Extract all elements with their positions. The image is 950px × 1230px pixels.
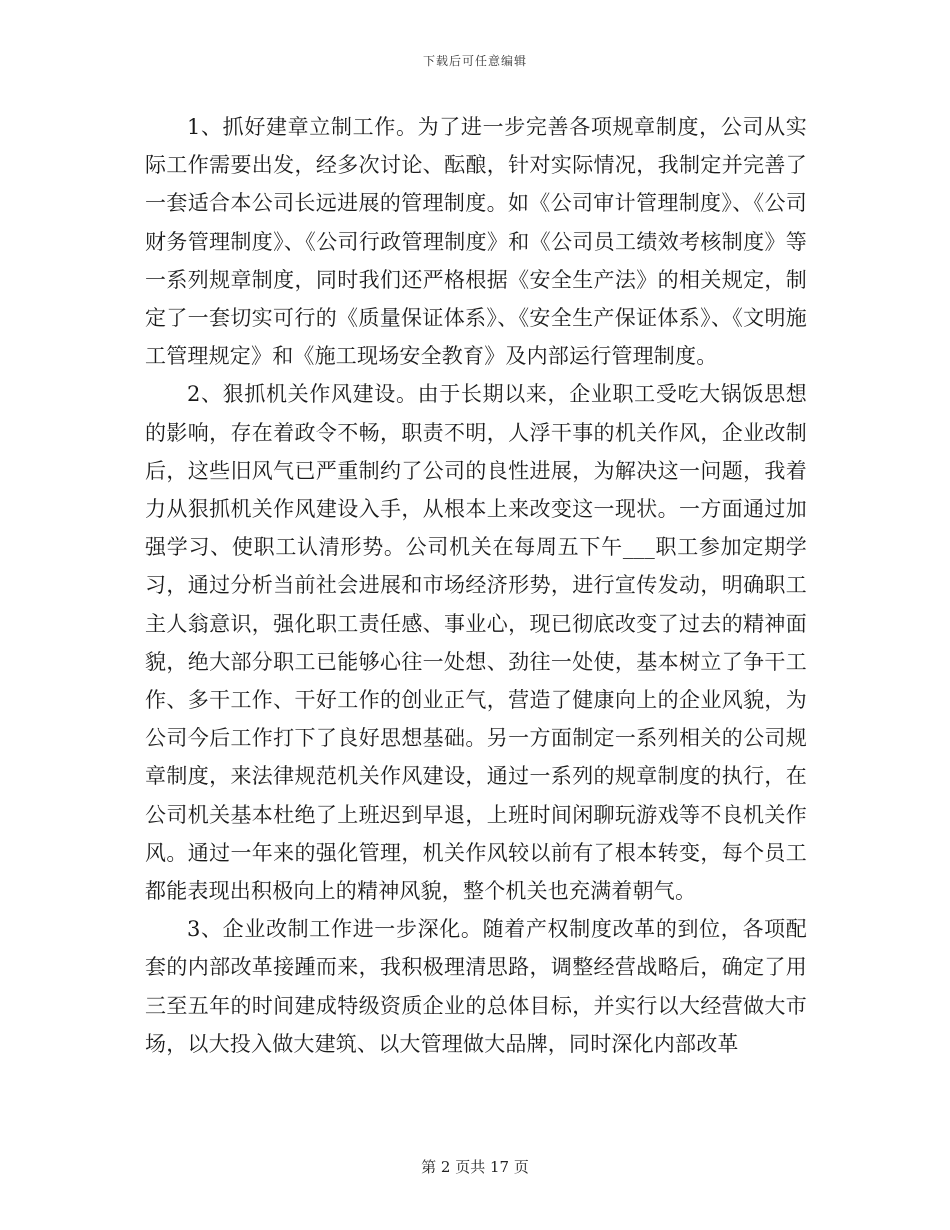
paragraph-2: 2、狠抓机关作风建设。由于长期以来，企业职工受吃大锅饭思想的影响，存在着政令不畅，职责不明，人浮干事的机关作风，企业改制后，这些旧风气已严重制约了公司的良性进展，为解决这一问题，我着力从狠抓机关作风建设入手，从根本上来改变这一现状。一方面通过加强学习、使职工认清形势。公司机关在每周五下午___职工参加定期学习，通过分析当前社会进展和市场经济形势，进行宣传发动，明确职工主人翁意识，强化职工责任感、事业心，现已彻底改变了过去的精神面貌，绝大部分职工已能够心往一处想、劲往一处使，基本树立了争干工作、多干工作、干好工作的创业正气，营造了健康向上的企业风貌，为公司今后工作打下了良好思想基础。另一方面制定一系列相关的公司规章制度，来法律规范机关作风建设，通过一系列的规章制度的执行，在公司机关基本杜绝了上班迟到早退，上班时间闲聊玩游戏等不良机关作风。通过一年来的强化管理，机关作风较以前有了根本转变，每个员工都能表现出积极向上的精神风貌，整个机关也充满着朝气。 bbox=[145, 382, 807, 904]
document-body bbox=[145, 108, 807, 1063]
paragraph-3: 3、企业改制工作进一步深化。随着产权制度改革的到位，各项配套的内部改革接踵而来，我积极理清思路，调整经营战略后，确定了用三至五年的时间建成特级资质企业的总体目标，并实行以大经营做大市场，以大投入做大建筑、以大管理做大品牌，同时深化内部改革 bbox=[145, 917, 807, 1056]
page-header: 下载后可任意编辑 bbox=[422, 54, 527, 68]
page-footer: 第 2 页共 17 页 bbox=[421, 1158, 529, 1176]
paragraph-1: 1、抓好建章立制工作。为了进一步完善各项规章制度，公司从实际工作需要出发，经多次讨论、酝酿，针对实际情况，我制定并完善了一套适合本公司长远进展的管理制度。如《公司审计管理制度》、《公司财务管理制度》、《公司行政管理制度》和《公司员工绩效考核制度》等一系列规章制度，同时我们还严格根据《安全生产法》的相关规定，制定了一套切实可行的《质量保证体系》、《安全生产保证体系》、《文明施工管理规定》和《施工现场安全教育》及内部运行管理制度。 bbox=[145, 115, 807, 369]
